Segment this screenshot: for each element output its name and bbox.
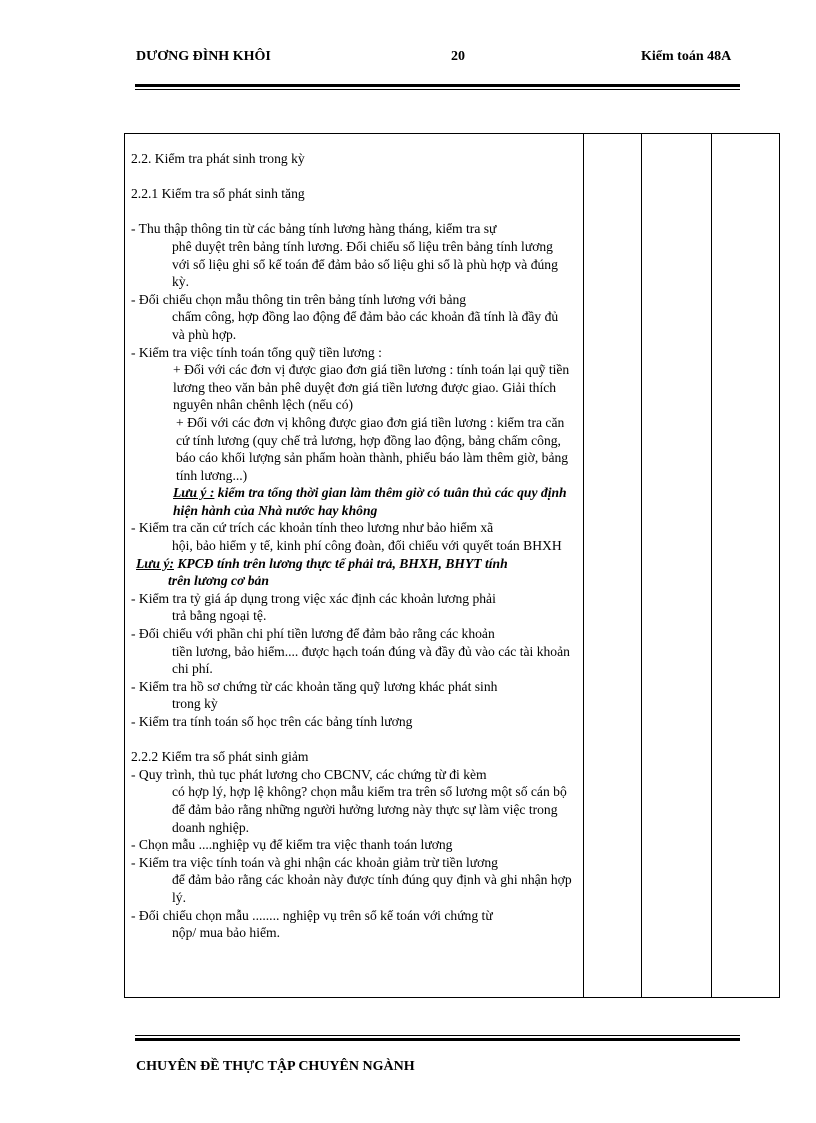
procedure-item: - Kiểm tra hồ sơ chứng từ các khoản tăng quỹ lương khác phát sinh trong kỳ — [131, 678, 498, 712]
section-heading-2-2-1: 2.2.1 Kiểm tra số phát sinh tăng — [131, 186, 305, 202]
note-overtime: Lưu ý : kiểm tra tổng thời gian làm thêm giờ có tuân thủ các quy định hiện hành của Nhà nước hay không — [173, 485, 567, 518]
empty-column-cell — [642, 134, 712, 998]
procedure-item: - Kiểm tra việc tính toán và ghi nhận các khoản giảm trừ tiền lương để đảm bảo rằng các khoản này được tính đúng quy định và ghi nhận hợp lý. — [131, 854, 572, 905]
footer-title: CHUYÊN ĐỀ THỰC TẬP CHUYÊN NGÀNH — [136, 1059, 415, 1074]
note-kpcd: Lưu ý: KPCĐ tính trên lương thực tế phải trả, BHXH, BHYT tính trên lương cơ bản — [136, 555, 508, 589]
procedure-item: - Kiểm tra căn cứ trích các khoản tính theo lương như bảo hiểm xã hội, bảo hiểm y tế, kinh phí công đoàn, đối chiếu với quyết toán BHXH — [131, 520, 562, 554]
procedure-item: - Thu thập thông tin từ các bảng tính lương hàng tháng, kiểm tra sự phê duyệt trên bảng tính lương. Đối chiếu số liệu trên bảng tính lương với số liệu ghi sổ kế toán để đảm bảo số liệu ghi sổ là phù hợp và đúng kỳ. — [131, 221, 558, 290]
page-number: 20 — [451, 49, 465, 64]
section-heading-2-2: 2.2. Kiểm tra phát sinh trong kỳ — [131, 151, 305, 166]
procedure-subitem: + Đối với các đơn vị không được giao đơn giá tiền lương : kiểm tra căn cứ tính lương (quy chế trả lương, hợp đồng lao động, bảng chấm công, báo cáo khối lượng sản phẩm hoàn thành, phiếu báo làm thêm giờ, bảng tính lương...) — [176, 414, 569, 483]
procedure-item: - Đối chiếu chọn mẫu thông tin trên bảng tính lương với bảng chấm công, hợp đồng lao động để đảm bảo các khoản đã tính là đầy đủ và phù hợp. — [131, 291, 559, 342]
procedure-item: - Đối chiếu chọn mẫu ........ nghiệp vụ trên sổ kế toán với chứng từ nộp/ mua bảo hiểm. — [131, 907, 493, 941]
procedure-item: - Kiểm tra việc tính toán tổng quỹ tiền lương : — [131, 344, 382, 360]
header-rule — [135, 84, 740, 90]
empty-column-cell — [584, 134, 642, 998]
audit-procedure-table — [124, 133, 780, 998]
header-author: DƯƠNG ĐÌNH KHÔI — [136, 49, 271, 64]
empty-column-cell — [712, 134, 780, 998]
procedure-item: - Đối chiếu với phần chi phí tiền lương để đảm bảo rằng các khoản tiền lương, bảo hiểm.... được hạch toán đúng và đầy đủ vào các tài khoản chi phí. — [131, 626, 570, 677]
procedure-item: - Kiểm tra tỷ giá áp dụng trong việc xác định các khoản lương phải trả bằng ngoại tệ. — [131, 590, 496, 624]
procedure-item: - Kiểm tra tính toán số học trên các bảng tính lương — [131, 714, 413, 729]
footer-rule — [135, 1035, 740, 1041]
section-heading-2-2-2: 2.2.2 Kiểm tra số phát sinh giảm — [131, 749, 309, 765]
procedure-item: - Quy trình, thủ tục phát lương cho CBCNV, các chứng từ đi kèm có hợp lý, hợp lệ không? chọn mẫu kiểm tra trên sổ lương một số cán bộ để đảm bảo rằng những người hưởng lương này thực sự làm việc trong doanh nghiệp. — [131, 766, 567, 835]
procedure-item: - Chọn mẫu ....nghiệp vụ để kiểm tra việc thanh toán lương — [131, 837, 453, 853]
procedure-subitem: + Đối với các đơn vị được giao đơn giá tiền lương : tính toán lại quỹ tiền lương theo văn bản phê duyệt đơn giá tiền lương được giao. Giải thích nguyên nhân chênh lệch (nếu có) — [173, 362, 570, 413]
header-class-name: Kiểm toán 48A — [641, 49, 732, 64]
procedure-cell — [125, 134, 584, 998]
